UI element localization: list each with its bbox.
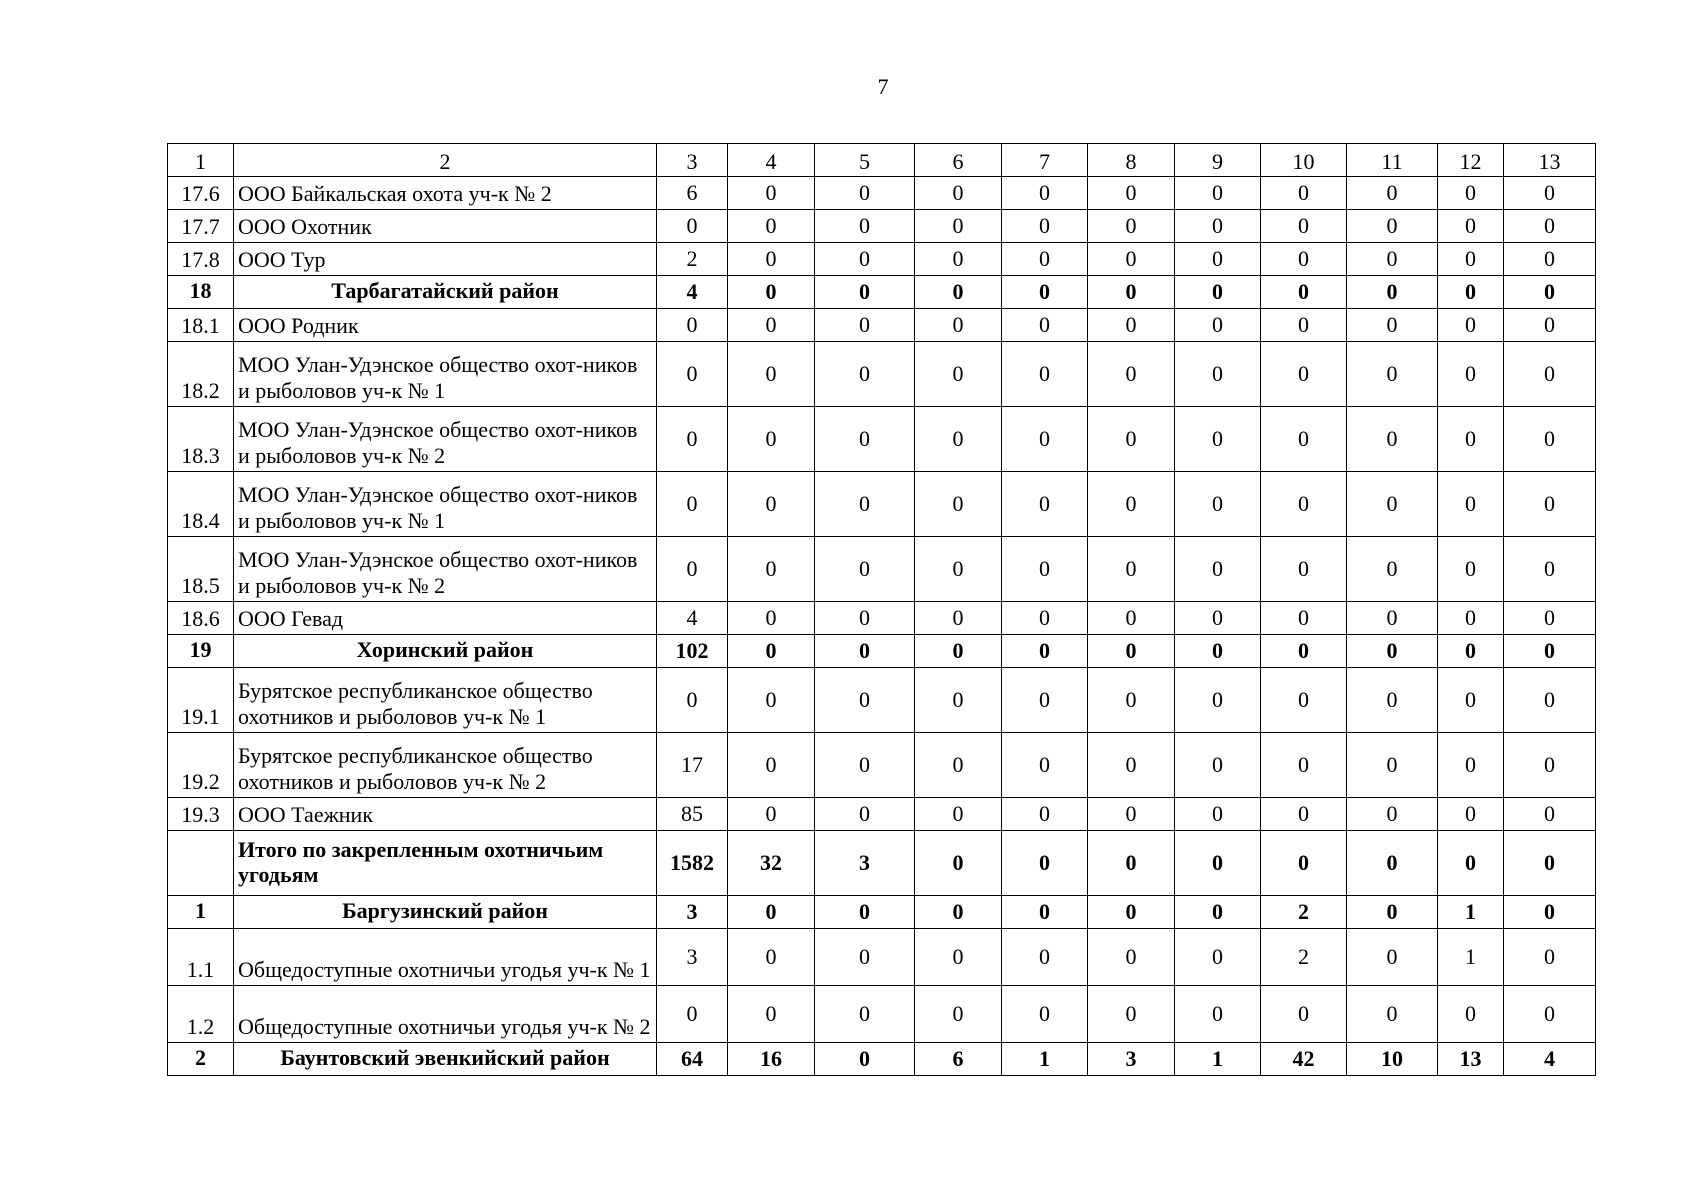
value-cell: 0 bbox=[657, 537, 728, 602]
value-cell: 0 bbox=[1438, 602, 1504, 635]
value-cell: 0 bbox=[1438, 635, 1504, 668]
value-cell: 0 bbox=[915, 798, 1002, 831]
value-cell: 0 bbox=[1347, 798, 1438, 831]
value-cell: 0 bbox=[1088, 896, 1175, 929]
value-cell: 0 bbox=[657, 472, 728, 537]
value-cell: 0 bbox=[1504, 537, 1596, 602]
value-cell: 0 bbox=[728, 177, 815, 210]
value-cell: 0 bbox=[728, 733, 815, 798]
header-cell: 7 bbox=[1002, 144, 1088, 177]
value-cell: 0 bbox=[657, 668, 728, 733]
value-cell: 0 bbox=[1175, 177, 1261, 210]
value-cell: 0 bbox=[1002, 929, 1088, 986]
value-cell: 0 bbox=[1088, 733, 1175, 798]
value-cell: 0 bbox=[1261, 342, 1347, 407]
value-cell: 0 bbox=[1002, 276, 1088, 309]
row-number-cell: 19.2 bbox=[168, 733, 234, 798]
value-cell: 0 bbox=[1438, 407, 1504, 472]
value-cell: 0 bbox=[815, 896, 915, 929]
organization-name-cell: ООО Родник bbox=[234, 309, 657, 342]
value-cell: 0 bbox=[1261, 831, 1347, 896]
header-cell: 8 bbox=[1088, 144, 1175, 177]
value-cell: 0 bbox=[1002, 537, 1088, 602]
table-row bbox=[168, 309, 1596, 342]
value-cell: 0 bbox=[1261, 177, 1347, 210]
table-row bbox=[168, 831, 1596, 896]
value-cell: 0 bbox=[915, 602, 1002, 635]
value-cell: 0 bbox=[728, 407, 815, 472]
value-cell: 0 bbox=[915, 210, 1002, 243]
value-cell: 102 bbox=[657, 635, 728, 668]
value-cell: 0 bbox=[1175, 276, 1261, 309]
value-cell: 0 bbox=[915, 243, 1002, 276]
value-cell: 2 bbox=[657, 243, 728, 276]
table-row bbox=[168, 342, 1596, 407]
value-cell: 0 bbox=[1002, 342, 1088, 407]
value-cell: 0 bbox=[815, 635, 915, 668]
value-cell: 3 bbox=[657, 929, 728, 986]
table-row bbox=[168, 733, 1596, 798]
value-cell: 0 bbox=[1088, 210, 1175, 243]
value-cell: 0 bbox=[815, 537, 915, 602]
row-number-cell: 1.1 bbox=[168, 929, 234, 986]
value-cell: 0 bbox=[1175, 831, 1261, 896]
value-cell: 0 bbox=[728, 472, 815, 537]
row-number-cell: 17.8 bbox=[168, 243, 234, 276]
header-cell: 2 bbox=[234, 144, 657, 177]
table-row bbox=[168, 210, 1596, 243]
header-cell: 10 bbox=[1261, 144, 1347, 177]
value-cell: 0 bbox=[815, 602, 915, 635]
value-cell: 32 bbox=[728, 831, 815, 896]
header-cell: 1 bbox=[168, 144, 234, 177]
table-header-row bbox=[168, 144, 1596, 177]
value-cell: 0 bbox=[1088, 342, 1175, 407]
value-cell: 4 bbox=[657, 276, 728, 309]
value-cell: 0 bbox=[1347, 733, 1438, 798]
header-cell: 4 bbox=[728, 144, 815, 177]
header-cell: 13 bbox=[1504, 144, 1596, 177]
value-cell: 0 bbox=[815, 798, 915, 831]
value-cell: 0 bbox=[1438, 210, 1504, 243]
table-row bbox=[168, 929, 1596, 986]
organization-name-cell: Общедоступные охотничьи угодья уч-к № 1 bbox=[234, 929, 657, 986]
value-cell: 0 bbox=[728, 210, 815, 243]
table-row bbox=[168, 537, 1596, 602]
value-cell: 0 bbox=[815, 210, 915, 243]
value-cell: 0 bbox=[1347, 177, 1438, 210]
value-cell: 0 bbox=[728, 896, 815, 929]
value-cell: 0 bbox=[815, 1043, 915, 1076]
value-cell: 0 bbox=[1175, 668, 1261, 733]
value-cell: 0 bbox=[1347, 896, 1438, 929]
value-cell: 0 bbox=[728, 537, 815, 602]
value-cell: 0 bbox=[1088, 243, 1175, 276]
value-cell: 0 bbox=[1002, 407, 1088, 472]
value-cell: 0 bbox=[915, 929, 1002, 986]
row-number-cell: 18.1 bbox=[168, 309, 234, 342]
value-cell: 0 bbox=[1438, 472, 1504, 537]
value-cell: 0 bbox=[1088, 309, 1175, 342]
organization-name-cell: Бурятское республиканское общество охотников и рыболовов уч-к № 1 bbox=[234, 668, 657, 733]
header-cell: 5 bbox=[815, 144, 915, 177]
value-cell: 0 bbox=[1002, 602, 1088, 635]
header-cell: 9 bbox=[1175, 144, 1261, 177]
row-number-cell: 2 bbox=[168, 1043, 234, 1076]
organization-name-cell: МОО Улан-Удэнское общество охот-ников и рыболовов уч-к № 2 bbox=[234, 407, 657, 472]
value-cell: 0 bbox=[1438, 276, 1504, 309]
value-cell: 0 bbox=[815, 407, 915, 472]
table-row bbox=[168, 472, 1596, 537]
value-cell: 3 bbox=[1088, 1043, 1175, 1076]
row-number-cell bbox=[168, 831, 234, 896]
value-cell: 0 bbox=[1438, 798, 1504, 831]
value-cell: 3 bbox=[815, 831, 915, 896]
value-cell: 0 bbox=[1175, 210, 1261, 243]
value-cell: 0 bbox=[1002, 668, 1088, 733]
organization-name-cell: ООО Тур bbox=[234, 243, 657, 276]
value-cell: 0 bbox=[915, 986, 1002, 1043]
value-cell: 0 bbox=[1504, 929, 1596, 986]
value-cell: 0 bbox=[1088, 472, 1175, 537]
value-cell: 0 bbox=[1347, 210, 1438, 243]
value-cell: 0 bbox=[1175, 733, 1261, 798]
value-cell: 0 bbox=[815, 472, 915, 537]
value-cell: 0 bbox=[1088, 276, 1175, 309]
value-cell: 85 bbox=[657, 798, 728, 831]
value-cell: 0 bbox=[1347, 309, 1438, 342]
value-cell: 0 bbox=[728, 668, 815, 733]
value-cell: 0 bbox=[1438, 831, 1504, 896]
table-row bbox=[168, 602, 1596, 635]
value-cell: 0 bbox=[1002, 177, 1088, 210]
value-cell: 0 bbox=[1347, 831, 1438, 896]
row-number-cell: 1 bbox=[168, 896, 234, 929]
value-cell: 0 bbox=[1504, 243, 1596, 276]
value-cell: 0 bbox=[915, 342, 1002, 407]
value-cell: 0 bbox=[1504, 831, 1596, 896]
value-cell: 0 bbox=[1088, 929, 1175, 986]
value-cell: 0 bbox=[1088, 407, 1175, 472]
value-cell: 0 bbox=[1175, 342, 1261, 407]
value-cell: 0 bbox=[728, 602, 815, 635]
row-number-cell: 17.6 bbox=[168, 177, 234, 210]
value-cell: 0 bbox=[728, 243, 815, 276]
value-cell: 0 bbox=[1175, 472, 1261, 537]
value-cell: 0 bbox=[728, 276, 815, 309]
value-cell: 0 bbox=[1347, 537, 1438, 602]
row-number-cell: 17.7 bbox=[168, 210, 234, 243]
page-number: 7 bbox=[877, 74, 889, 99]
value-cell: 2 bbox=[1261, 929, 1347, 986]
value-cell: 0 bbox=[1002, 798, 1088, 831]
value-cell: 0 bbox=[915, 472, 1002, 537]
value-cell: 16 bbox=[728, 1043, 815, 1076]
value-cell: 0 bbox=[1504, 309, 1596, 342]
value-cell: 0 bbox=[657, 407, 728, 472]
value-cell: 0 bbox=[1261, 309, 1347, 342]
value-cell: 0 bbox=[1002, 896, 1088, 929]
section-title-cell: Тарбагатайский район bbox=[234, 276, 657, 309]
value-cell: 0 bbox=[1504, 635, 1596, 668]
value-cell: 0 bbox=[1347, 243, 1438, 276]
value-cell: 0 bbox=[1175, 929, 1261, 986]
table-row bbox=[168, 407, 1596, 472]
table-row bbox=[168, 798, 1596, 831]
value-cell: 0 bbox=[657, 986, 728, 1043]
value-cell: 0 bbox=[1175, 798, 1261, 831]
value-cell: 0 bbox=[1347, 668, 1438, 733]
value-cell: 0 bbox=[1002, 635, 1088, 668]
row-number-cell: 18.5 bbox=[168, 537, 234, 602]
value-cell: 0 bbox=[915, 896, 1002, 929]
value-cell: 0 bbox=[728, 342, 815, 407]
row-number-cell: 18.4 bbox=[168, 472, 234, 537]
value-cell: 0 bbox=[1347, 472, 1438, 537]
value-cell: 13 bbox=[1438, 1043, 1504, 1076]
row-number-cell: 19.1 bbox=[168, 668, 234, 733]
value-cell: 0 bbox=[1175, 986, 1261, 1043]
value-cell: 1582 bbox=[657, 831, 728, 896]
value-cell: 0 bbox=[1347, 635, 1438, 668]
section-title-cell: Хоринский район bbox=[234, 635, 657, 668]
value-cell: 6 bbox=[915, 1043, 1002, 1076]
value-cell: 0 bbox=[1175, 407, 1261, 472]
value-cell: 0 bbox=[1438, 733, 1504, 798]
value-cell: 1 bbox=[1438, 929, 1504, 986]
value-cell: 0 bbox=[1261, 537, 1347, 602]
value-cell: 0 bbox=[1347, 276, 1438, 309]
value-cell: 3 bbox=[657, 896, 728, 929]
value-cell: 0 bbox=[728, 798, 815, 831]
value-cell: 0 bbox=[1261, 798, 1347, 831]
value-cell: 0 bbox=[1002, 733, 1088, 798]
value-cell: 0 bbox=[1175, 635, 1261, 668]
value-cell: 1 bbox=[1002, 1043, 1088, 1076]
value-cell: 0 bbox=[1504, 896, 1596, 929]
value-cell: 0 bbox=[915, 635, 1002, 668]
organization-name-cell: ООО Охотник bbox=[234, 210, 657, 243]
value-cell: 0 bbox=[915, 537, 1002, 602]
value-cell: 0 bbox=[1438, 537, 1504, 602]
value-cell: 0 bbox=[915, 668, 1002, 733]
organization-name-cell: МОО Улан-Удэнское общество охот-ников и рыболовов уч-к № 1 bbox=[234, 472, 657, 537]
value-cell: 0 bbox=[1002, 309, 1088, 342]
value-cell: 0 bbox=[1175, 243, 1261, 276]
value-cell: 0 bbox=[1002, 986, 1088, 1043]
value-cell: 0 bbox=[1347, 342, 1438, 407]
value-cell: 0 bbox=[815, 309, 915, 342]
value-cell: 0 bbox=[915, 831, 1002, 896]
value-cell: 0 bbox=[1438, 243, 1504, 276]
value-cell: 0 bbox=[915, 733, 1002, 798]
value-cell: 0 bbox=[1175, 537, 1261, 602]
header-cell: 11 bbox=[1347, 144, 1438, 177]
value-cell: 0 bbox=[1175, 309, 1261, 342]
table-body bbox=[168, 144, 1596, 1076]
value-cell: 0 bbox=[1261, 276, 1347, 309]
value-cell: 0 bbox=[915, 177, 1002, 210]
value-cell: 0 bbox=[1175, 602, 1261, 635]
value-cell: 0 bbox=[1088, 635, 1175, 668]
value-cell: 0 bbox=[1088, 798, 1175, 831]
value-cell: 0 bbox=[815, 668, 915, 733]
value-cell: 64 bbox=[657, 1043, 728, 1076]
value-cell: 0 bbox=[915, 309, 1002, 342]
value-cell: 2 bbox=[1261, 896, 1347, 929]
value-cell: 0 bbox=[815, 243, 915, 276]
value-cell: 1 bbox=[1175, 1043, 1261, 1076]
value-cell: 0 bbox=[1261, 602, 1347, 635]
value-cell: 0 bbox=[728, 929, 815, 986]
header-cell: 3 bbox=[657, 144, 728, 177]
value-cell: 0 bbox=[815, 276, 915, 309]
value-cell: 0 bbox=[1347, 602, 1438, 635]
value-cell: 0 bbox=[1504, 407, 1596, 472]
value-cell: 0 bbox=[1504, 733, 1596, 798]
value-cell: 0 bbox=[1504, 602, 1596, 635]
value-cell: 0 bbox=[1504, 986, 1596, 1043]
value-cell: 0 bbox=[815, 986, 915, 1043]
value-cell: 0 bbox=[915, 276, 1002, 309]
value-cell: 0 bbox=[1504, 177, 1596, 210]
value-cell: 0 bbox=[728, 986, 815, 1043]
value-cell: 0 bbox=[1088, 177, 1175, 210]
value-cell: 0 bbox=[815, 342, 915, 407]
organization-name-cell: МОО Улан-Удэнское общество охот-ников и рыболовов уч-к № 1 bbox=[234, 342, 657, 407]
value-cell: 0 bbox=[1438, 177, 1504, 210]
value-cell: 0 bbox=[1261, 733, 1347, 798]
table-row bbox=[168, 177, 1596, 210]
value-cell: 0 bbox=[1002, 243, 1088, 276]
table-row bbox=[168, 896, 1596, 929]
value-cell: 0 bbox=[1088, 831, 1175, 896]
value-cell: 0 bbox=[1347, 407, 1438, 472]
row-number-cell: 19 bbox=[168, 635, 234, 668]
value-cell: 0 bbox=[1088, 602, 1175, 635]
organization-name-cell: Бурятское республиканское общество охотников и рыболовов уч-к № 2 bbox=[234, 733, 657, 798]
value-cell: 0 bbox=[657, 210, 728, 243]
organization-name-cell: МОО Улан-Удэнское общество охот-ников и рыболовов уч-к № 2 bbox=[234, 537, 657, 602]
value-cell: 0 bbox=[657, 342, 728, 407]
hunting-grounds-table bbox=[167, 143, 1596, 1076]
value-cell: 0 bbox=[728, 635, 815, 668]
table-row bbox=[168, 668, 1596, 733]
row-number-cell: 18.3 bbox=[168, 407, 234, 472]
value-cell: 10 bbox=[1347, 1043, 1438, 1076]
value-cell: 0 bbox=[1261, 407, 1347, 472]
table-row bbox=[168, 276, 1596, 309]
row-number-cell: 19.3 bbox=[168, 798, 234, 831]
row-number-cell: 1.2 bbox=[168, 986, 234, 1043]
value-cell: 0 bbox=[1504, 668, 1596, 733]
value-cell: 0 bbox=[1347, 929, 1438, 986]
value-cell: 6 bbox=[657, 177, 728, 210]
value-cell: 0 bbox=[1088, 668, 1175, 733]
value-cell: 0 bbox=[1504, 342, 1596, 407]
value-cell: 0 bbox=[1002, 831, 1088, 896]
value-cell: 4 bbox=[657, 602, 728, 635]
value-cell: 0 bbox=[1438, 342, 1504, 407]
value-cell: 0 bbox=[1504, 472, 1596, 537]
value-cell: 0 bbox=[1261, 210, 1347, 243]
section-title-cell: Баунтовский эвенкийский район bbox=[234, 1043, 657, 1076]
value-cell: 0 bbox=[1261, 668, 1347, 733]
value-cell: 0 bbox=[1088, 986, 1175, 1043]
value-cell: 4 bbox=[1504, 1043, 1596, 1076]
value-cell: 0 bbox=[657, 309, 728, 342]
value-cell: 0 bbox=[1347, 986, 1438, 1043]
value-cell: 0 bbox=[1261, 635, 1347, 668]
table-row bbox=[168, 635, 1596, 668]
value-cell: 0 bbox=[815, 733, 915, 798]
row-number-cell: 18 bbox=[168, 276, 234, 309]
header-cell: 12 bbox=[1438, 144, 1504, 177]
value-cell: 1 bbox=[1438, 896, 1504, 929]
organization-name-cell: ООО Байкальская охота уч-к № 2 bbox=[234, 177, 657, 210]
value-cell: 0 bbox=[1261, 986, 1347, 1043]
table-row bbox=[168, 243, 1596, 276]
section-title-cell: Итого по закрепленным охотничьим угодьям bbox=[234, 831, 657, 896]
organization-name-cell: ООО Гевад bbox=[234, 602, 657, 635]
organization-name-cell: ООО Таежник bbox=[234, 798, 657, 831]
value-cell: 0 bbox=[1504, 210, 1596, 243]
row-number-cell: 18.2 bbox=[168, 342, 234, 407]
row-number-cell: 18.6 bbox=[168, 602, 234, 635]
value-cell: 0 bbox=[1088, 537, 1175, 602]
value-cell: 0 bbox=[1504, 798, 1596, 831]
value-cell: 17 bbox=[657, 733, 728, 798]
value-cell: 42 bbox=[1261, 1043, 1347, 1076]
value-cell: 0 bbox=[728, 309, 815, 342]
value-cell: 0 bbox=[815, 177, 915, 210]
value-cell: 0 bbox=[1438, 986, 1504, 1043]
section-title-cell: Баргузинский район bbox=[234, 896, 657, 929]
value-cell: 0 bbox=[1002, 210, 1088, 243]
header-cell: 6 bbox=[915, 144, 1002, 177]
value-cell: 0 bbox=[1438, 309, 1504, 342]
organization-name-cell: Общедоступные охотничьи угодья уч-к № 2 bbox=[234, 986, 657, 1043]
value-cell: 0 bbox=[1438, 668, 1504, 733]
value-cell: 0 bbox=[1504, 276, 1596, 309]
value-cell: 0 bbox=[1002, 472, 1088, 537]
table-row bbox=[168, 986, 1596, 1043]
table-row bbox=[168, 1043, 1596, 1076]
value-cell: 0 bbox=[915, 407, 1002, 472]
value-cell: 0 bbox=[1261, 472, 1347, 537]
value-cell: 0 bbox=[1175, 896, 1261, 929]
value-cell: 0 bbox=[815, 929, 915, 986]
value-cell: 0 bbox=[1261, 243, 1347, 276]
